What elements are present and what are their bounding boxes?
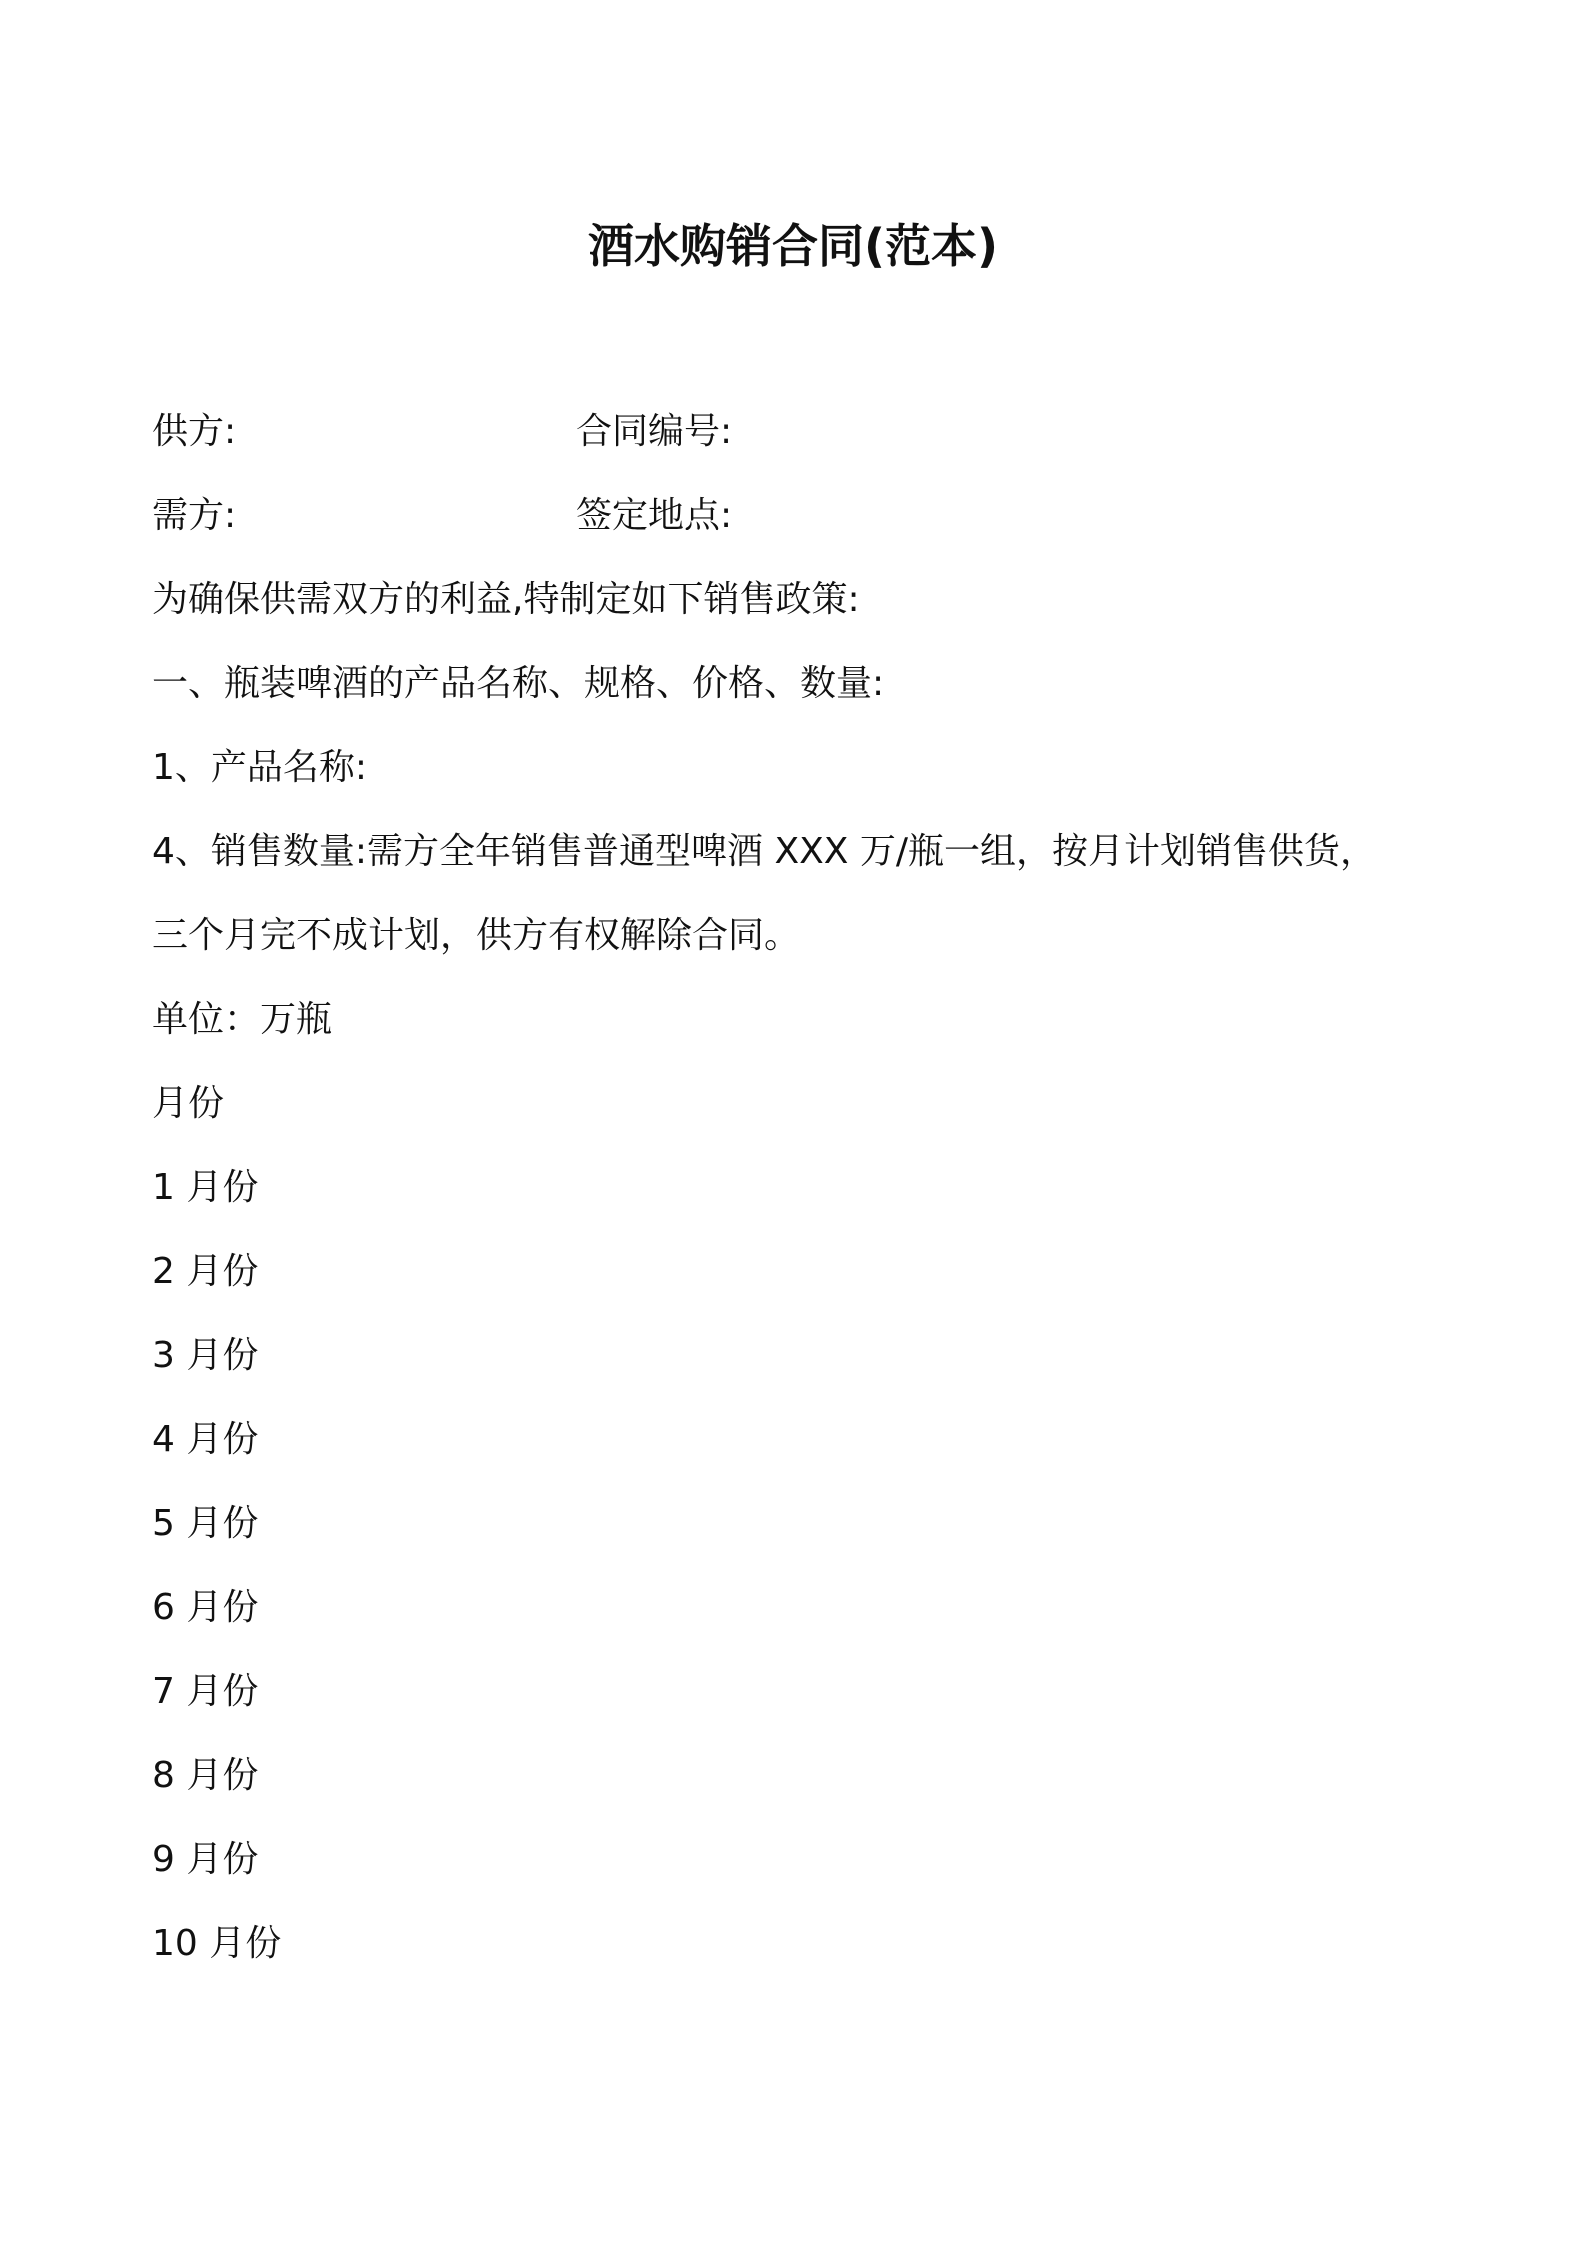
month-item: 10 月份 — [152, 1923, 282, 1964]
month-item: 3 月份 — [152, 1335, 259, 1376]
supplier-label: 供方: — [152, 411, 237, 452]
month-item: 8 月份 — [152, 1755, 259, 1796]
month-item: 5 月份 — [152, 1503, 259, 1544]
month-item: 4 月份 — [152, 1419, 259, 1460]
paragraph-product-name: 1、产品名称: — [152, 747, 368, 788]
month-item: 1 月份 — [152, 1167, 259, 1208]
signing-place-label: 签定地点: — [576, 495, 733, 536]
month-item: 6 月份 — [152, 1587, 259, 1628]
month-item: 7 月份 — [152, 1671, 259, 1712]
header-field-row-buyer — [152, 486, 1452, 570]
paragraph-termination-clause: 三个月完不成计划，供方有权解除合同。 — [152, 915, 801, 956]
paragraph-policy-intro: 为确保供需双方的利益,特制定如下销售政策: — [152, 579, 860, 620]
month-item: 9 月份 — [152, 1839, 259, 1880]
month-item: 2 月份 — [152, 1251, 259, 1292]
contract-number-label: 合同编号: — [576, 411, 733, 452]
header-field-row-supplier — [152, 402, 1452, 486]
document-title: 酒水购销合同(范本) — [587, 219, 999, 273]
document-body — [152, 402, 1452, 1998]
paragraph-month-header: 月份 — [152, 1083, 225, 1124]
paragraph-sales-quantity: 4、销售数量:需方全年销售普通型啤酒 XXX 万/瓶一组，按月计划销售供货， — [152, 831, 1377, 872]
paragraph-section-one: 一、瓶装啤酒的产品名称、规格、价格、数量: — [152, 663, 885, 704]
buyer-label: 需方: — [152, 495, 237, 536]
paragraph-unit: 单位：万瓶 — [152, 999, 333, 1040]
